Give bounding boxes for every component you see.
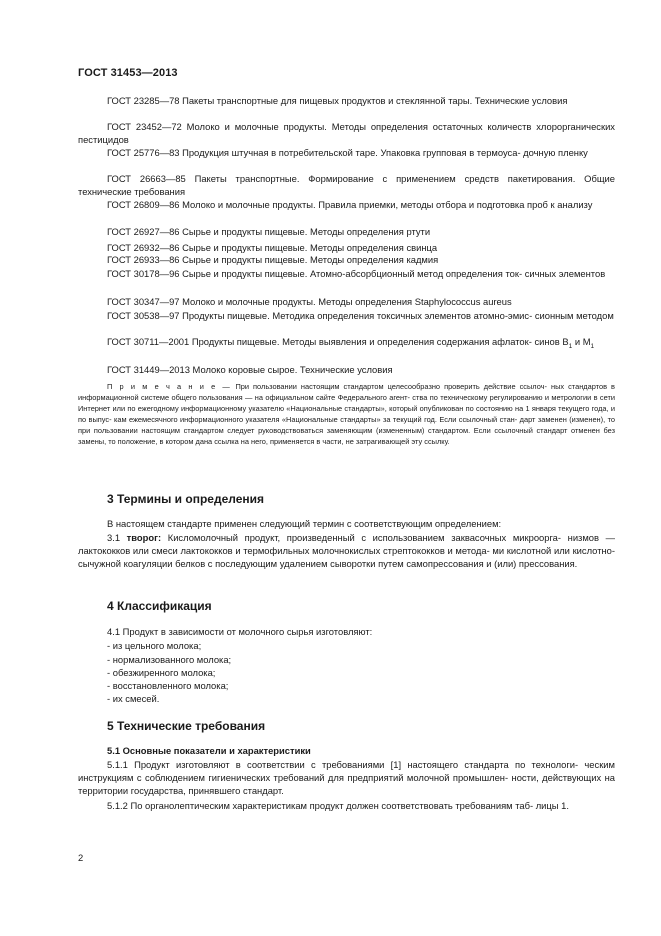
note-text: При пользовании настоящим стандартом целесообразно проверить действие ссылоч- ных стандартов в информационной системе общего пользования — на официальном сайте Федерального агент- ства по техническому регулированию и метрологии в сети Интернет или по ежегодному информационному указателю «Национальные стандарты», который опубликован по состоянию на 1 января текущего года, и по выпус- кам ежемесячного информационного указателя «Национальные стандарты» за текущий год. Если ссылочный стан- дарт заменен (изменен), то при пользовании настоящим стандартом следует руководствоваться заменяющим (измененным) стандартом. Если ссылочный стандарт отменен без замены, то положение, в котором дана ссылка на него, применяется в части, не затрагивающей эту ссылку. xyxy=(78,382,615,446)
subsection-5-1-heading: 5.1 Основные показатели и характеристики xyxy=(107,745,311,756)
term-definition-tvorog xyxy=(78,532,615,570)
section-5-heading: 5 Технические требования xyxy=(107,719,266,733)
reference-gost-23285: ГОСТ 23285—78 Пакеты транспортные для пищевых продуктов и стеклянной тары. Технические условия xyxy=(107,95,568,106)
document-header: ГОСТ 31453—2013 xyxy=(78,67,178,79)
reference-gost-30178: ГОСТ 30178—96 Сырье и продукты пищевые. Атомно-абсорбционный метод определения ток- сичных элементов xyxy=(107,268,606,279)
note-paragraph xyxy=(78,381,615,447)
reference-gost-26933: ГОСТ 26933—86 Сырье и продукты пищевые. Методы определения кадмия xyxy=(107,254,439,265)
reference-gost-26927: ГОСТ 26927—86 Сырье и продукты пищевые. Методы определения ртути xyxy=(107,226,431,237)
classification-item: - из цельного молока; xyxy=(107,640,202,651)
reference-gost-26932: ГОСТ 26932—86 Сырье и продукты пищевые. Методы определения свинца xyxy=(107,242,438,253)
term-label: творог: xyxy=(126,532,162,543)
subscript-b: 1 xyxy=(568,342,573,350)
paragraph-5-1-2: 5.1.2 По органолептическим характеристикам продукт должен соответствовать требованиям таб- лицы 1. xyxy=(107,800,569,811)
reference-gost-31449: ГОСТ 31449—2013 Молоко коровые сырое. Технические условия xyxy=(107,364,393,375)
section-4-intro: 4.1 Продукт в зависимости от молочного сырья изготовляют: xyxy=(107,626,373,637)
reference-gost-26809: ГОСТ 26809—86 Молоко и молочные продукты. Правила приемки, методы отбора и подготовка проб к анализу xyxy=(107,199,593,210)
section-4-heading: 4 Классификация xyxy=(107,599,212,613)
paragraph-5-1-1: 5.1.1 Продукт изготовляют в соответствии с требованиями [1] настоящего стандарта по технологи- ческим инструкциям с соблюдением гигиенических требований для предприятий молочной промышлен- ности, действующих на территории государства, принявшего стандарт. xyxy=(78,759,615,796)
reference-gost-30538: ГОСТ 30538—97 Продукты пищевые. Методика определения токсичных элементов атомно-эмис- сионным методом xyxy=(107,310,614,321)
clause-number: 3.1 xyxy=(107,532,127,543)
page-number: 2 xyxy=(78,852,84,863)
reference-gost-25776: ГОСТ 25776—83 Продукция штучная в потребительской таре. Упаковка групповая в термоуса- дочную пленку xyxy=(107,147,588,158)
note-label: П р и м е ч а н и е — xyxy=(107,382,232,391)
section-3-intro: В настоящем стандарте применен следующий термин с соответствующим определением: xyxy=(107,518,502,529)
subscript-m: 1 xyxy=(590,342,595,350)
reference-gost-30347: ГОСТ 30347—97 Молоко и молочные продукты. Методы определения Staphylococcus aureus xyxy=(107,296,512,307)
reference-conjunction: и M xyxy=(572,336,591,347)
reference-gost-30711-text: ГОСТ 30711—2001 Продукты пищевые. Методы выявления и определения содержания афлаток- синов B xyxy=(107,336,569,347)
classification-item: - нормализованного молока; xyxy=(107,654,232,665)
classification-item: - их смесей. xyxy=(107,693,160,704)
classification-item: - восстановленного молока; xyxy=(107,680,229,691)
reference-gost-30711 xyxy=(78,336,615,349)
reference-gost-23452: ГОСТ 23452—72 Молоко и молочные продукты. Методы определения остаточных количеств хлорорганических пестицидов xyxy=(78,121,615,145)
classification-item: - обезжиренного молока; xyxy=(107,667,216,678)
section-3-heading: 3 Термины и определения xyxy=(107,492,265,506)
term-definition-text: Кисломолочный продукт, произведенный с использованием заквасочных микроорга- низмов — лактококков или смеси лактококков и термофильных молочнокислых стрептококков и метода- ми кислотной или кислотно-сычужной коагуляции белков с последующим удалением сыворотки путем самопрессования и (или) прессования. xyxy=(78,532,615,569)
reference-gost-26663: ГОСТ 26663—85 Пакеты транспортные. Формирование с применением средств пакетирования. Общие технические требования xyxy=(78,173,615,197)
